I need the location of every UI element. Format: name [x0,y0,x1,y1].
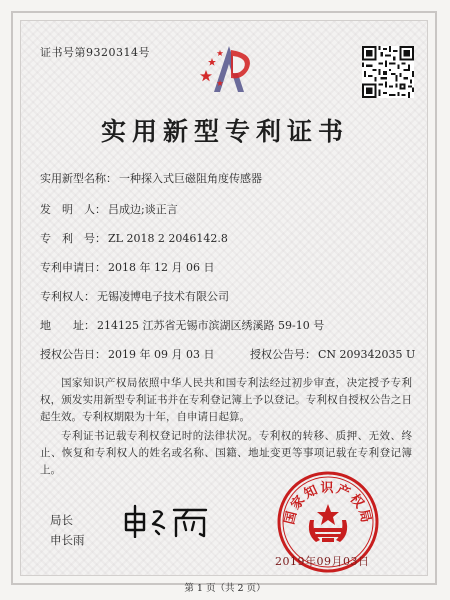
grant-number-label: 授权公告号： [250,348,316,361]
inventor-value: 吕成边;谈正言 [108,203,178,216]
director-name: 申长雨 [50,533,85,547]
utility-model-name-label: 实用新型名称： [40,172,117,185]
inventor-row [40,201,178,217]
seal-text: 国家知识产权局 [282,481,374,527]
grant-date-value: 2019 年 09 月 03 日 [108,348,215,361]
patent-holder-label: 专利权人： [40,290,95,303]
address-label: 地 址： [40,319,95,332]
inventor-label: 发 明 人： [40,203,106,216]
utility-model-name-row [40,170,262,186]
director-title: 局长 [50,513,73,527]
filing-date-label: 专利申请日： [40,261,106,274]
filing-date-value: 2018 年 12 月 06 日 [108,261,215,274]
page-number: 第 1 页（共 2 页） [184,583,266,594]
grant-number-value: CN 209342035 U [318,348,416,361]
utility-model-name-value: 一种探入式巨磁阻角度传感器 [119,172,262,185]
patent-holder-row [40,288,229,304]
certificate-title: 实用新型专利证书 [100,117,349,146]
certificate-number: 证书号第9320314号 [40,46,150,59]
address-value: 214125 江苏省无锡市滨湖区绣溪路 59-10 号 [97,319,325,332]
director-signature-icon [122,504,208,538]
patent-number-row [40,230,228,246]
qr-code-icon [362,46,414,98]
address-row [40,317,324,333]
grant-date-label: 授权公告日： [40,348,106,361]
patent-number-value: ZL 2018 2 2046142.8 [108,232,228,245]
grant-statement-paragraph: 国家知识产权局依照中华人民共和国专利法经过初步审查，决定授予专利权，颁发实用新型专利证书并在专利登记簿上予以登记。专利权自授权公告之日起生效。专利权期限为十年，自申请日起算。 [40,377,412,423]
filing-date-row [40,259,214,275]
seal-date: 2019年09月03日 [275,555,370,568]
legal-status-paragraph: 专利证书记载专利权登记时的法律状况。专利权的转移、质押、无效、终止、恢复和专利权人的姓名或名称、国籍、地址变更等事项记载在专利登记簿上。 [40,430,412,476]
grant-number-row [250,346,415,362]
cnipa-logo-icon [198,40,262,96]
patent-holder-value: 无锡凌博电子技术有限公司 [97,290,229,303]
patent-number-label: 专 利 号： [40,232,106,245]
grant-date-row [40,346,214,362]
